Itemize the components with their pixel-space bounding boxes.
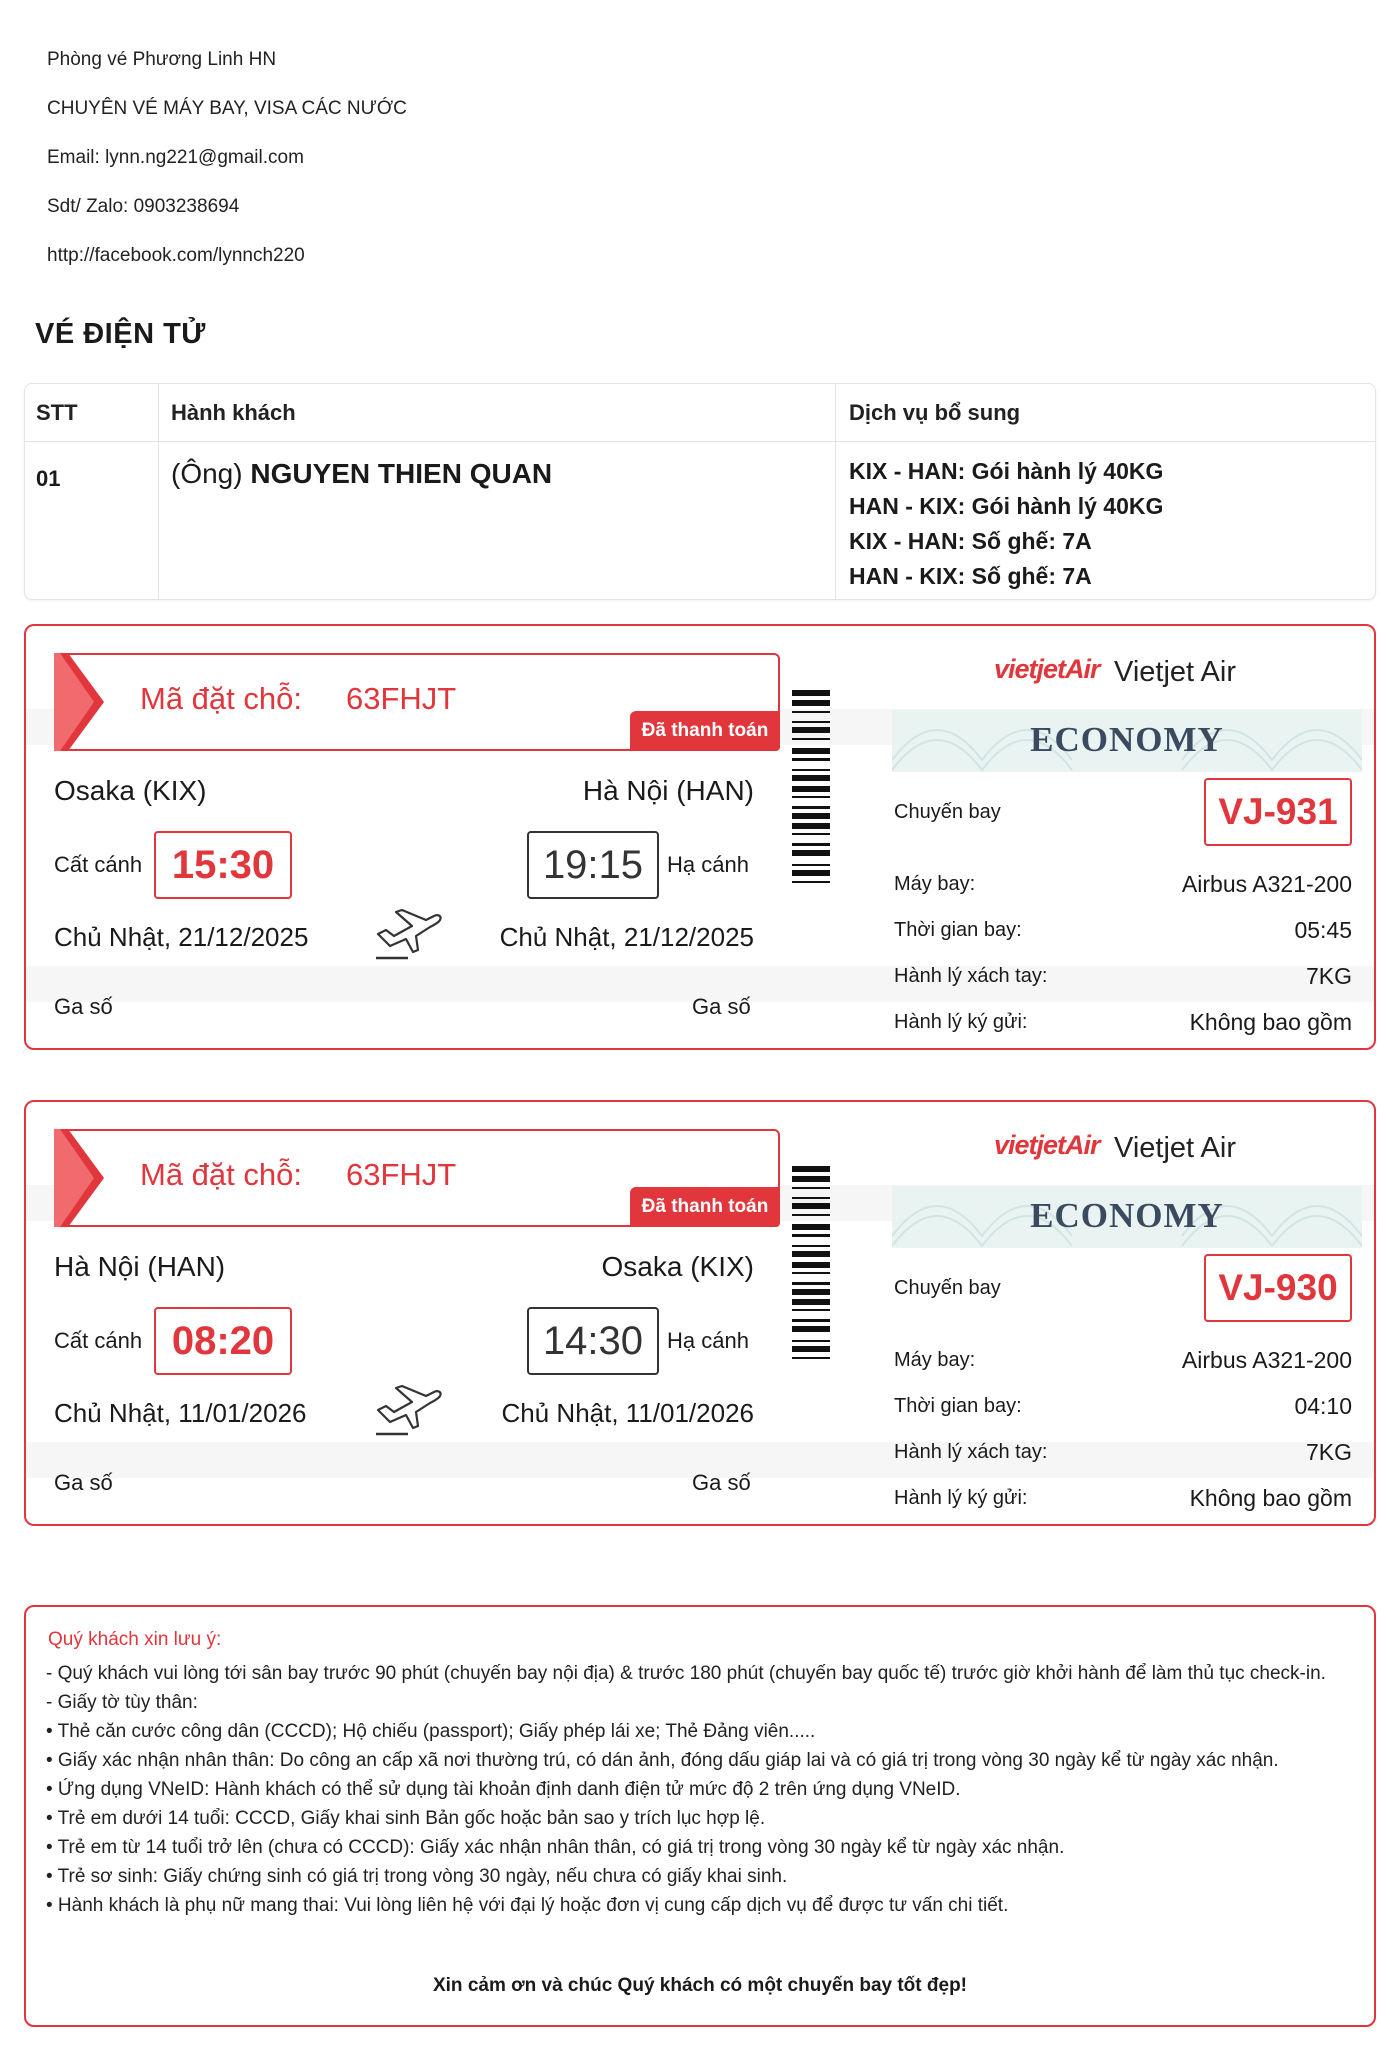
service-item: HAN - KIX: Gói hành lý 40KG [849,493,1164,519]
agency-email: Email: lynn.ng221@gmail.com [47,147,304,168]
cabin-class: ECONOMY [1030,720,1224,759]
barcode-bar [792,1214,830,1216]
detail-row-carry-on [894,965,1352,995]
barcode [792,690,830,980]
booking-code-label: Mã đặt chỗ: [140,1157,302,1192]
barcode-bar [792,870,830,876]
detail-value: Không bao gồm [1189,1485,1352,1511]
barcode-bar [792,1319,830,1322]
ticket-card-outbound [24,624,1376,1050]
agency-website: http://facebook.com/lynnch220 [47,245,305,266]
note-line: - Giấy tờ tùy thân: [46,1692,198,1713]
detail-label: Thời gian bay: [894,919,1022,941]
booking-code: 63FHJT [346,1157,457,1192]
destination-gate-label: Ga số [692,1470,751,1495]
departure-date: Chủ Nhật, 21/12/2025 [54,922,309,952]
note-line: • Hành khách là phụ nữ mang thai: Vui lòng liên hệ với đại lý hoặc đơn vị cung cấp dịch vụ để được tư vấn chi tiết. [46,1895,1009,1916]
passenger-title: (Ông) [171,458,243,489]
origin-city: Osaka (KIX) [54,775,207,806]
barcode-bar [792,1282,830,1285]
barcode-bar [792,721,830,723]
header-passenger: Hành khách [171,400,296,425]
barcode-bar [792,727,830,733]
departure-label: Cất cánh [54,852,143,877]
barcode-bar [792,1245,830,1247]
airline-logo: vietjetAir [994,654,1100,684]
thank-you-message: Xin cảm ơn và chúc Quý khách có một chuyến bay tốt đẹp! [432,1975,967,1996]
notes-title: Quý khách xin lưu ý: [48,1629,222,1650]
notes-panel [24,1605,1376,2027]
booking-code-box [54,1129,780,1227]
barcode [792,1166,830,1456]
barcode-bar [792,1299,830,1305]
arrival-date: Chủ Nhật, 21/12/2025 [499,922,754,952]
barcode-bar [792,690,830,696]
detail-value: Không bao gồm [1189,1009,1352,1035]
detail-value: 04:10 [1294,1393,1352,1419]
detail-value: Airbus A321-200 [1181,1347,1352,1373]
barcode-bar [792,1203,830,1209]
note-line: • Trẻ sơ sinh: Giấy chứng sinh có giá trị trong vòng 30 ngày, nếu chưa có giấy khai sinh. [46,1866,788,1887]
detail-value: 7KG [1305,963,1352,989]
detail-label: Hành lý ký gửi: [894,1011,1028,1033]
service-item: KIX - HAN: Gói hành lý 40KG [849,458,1164,484]
barcode-bar [792,738,830,740]
detail-row-checked-bag [894,1011,1352,1041]
services-list [849,454,1163,594]
cabin-class-band [892,710,1362,772]
header-services: Dịch vụ bổ sung [849,400,1021,425]
note-line: • Ứng dụng VNeID: Hành khách có thể sử dụng tài khoản định danh điện tử mức độ 2 trên ứng dụng VNeID. [46,1779,961,1800]
note-line: • Thẻ căn cước công dân (CCCD); Hộ chiếu (passport); Giấy phép lái xe; Thẻ Đảng viên..... [46,1721,816,1742]
cabin-class: ECONOMY [1030,1196,1224,1235]
detail-label: Máy bay: [894,1349,976,1371]
flight-label: Chuyến bay [894,1277,1001,1299]
flight-label: Chuyến bay [894,801,1001,823]
airplane-takeoff-icon [372,1382,442,1438]
detail-row-carry-on [894,1441,1352,1471]
barcode-bar [792,1346,830,1352]
arrival-label: Hạ cánh [667,852,749,877]
barcode-bar [792,833,830,835]
barcode-bar [792,1340,830,1342]
barcode-bar [792,769,830,771]
barcode-bar [792,1357,830,1359]
flight-number: VJ-930 [1204,1254,1352,1322]
airline-name: Vietjet Air [1114,656,1236,688]
detail-row-duration [894,1395,1352,1425]
column-divider [835,384,836,599]
airline-name: Vietjet Air [1114,1132,1236,1164]
agency-info [47,42,407,287]
barcode-bar [792,1176,830,1182]
notes-body [46,1659,1358,1920]
barcode-bar [792,796,830,798]
barcode-bar [792,748,830,754]
note-line: • Trẻ em dưới 14 tuổi: CCCD, Giấy khai sinh Bản gốc hoặc bản sao y trích lục hợp lệ. [46,1808,766,1829]
barcode-bar [792,1272,830,1274]
flight-number: VJ-931 [1204,778,1352,846]
barcode-bar [792,881,830,883]
booking-code-box [54,653,780,751]
barcode-bar [792,1187,830,1189]
origin-city: Hà Nội (HAN) [54,1251,226,1282]
barcode-bar [792,786,830,792]
detail-label: Thời gian bay: [894,1395,1022,1417]
payment-status-badge: Đã thanh toán [630,711,780,751]
detail-value: Airbus A321-200 [1181,871,1352,897]
barcode-bar [792,1234,830,1237]
chevron-right-icon [54,1129,110,1227]
cabin-class-band [892,1186,1362,1248]
page-title: VÉ ĐIỆN TỬ [35,318,206,350]
passenger-name [171,458,552,490]
barcode-bar [792,1166,830,1172]
barcode-bar [792,711,830,713]
barcode-bar [792,700,830,706]
note-line: • Giấy xác nhận nhân thân: Do công an cấp xã nơi thường trú, có dán ảnh, đóng dấu giáp lai và có giá trị trong vòng 30 ngày kể từ ngày xác nhận. [46,1750,1279,1771]
detail-row-duration [894,919,1352,949]
note-line: - Quý khách vui lòng tới sân bay trước 90 phút (chuyến bay nội địa) & trước 180 phút (chuyến bay quốc tế) trước giờ khởi hành để làm thủ tục check-in. [46,1663,1326,1684]
barcode-bar [792,758,830,761]
detail-row-aircraft [894,1349,1352,1379]
barcode-bar [792,823,830,829]
booking-code-label: Mã đặt chỗ: [140,681,302,716]
barcode-bar [792,864,830,866]
destination-gate-label: Ga số [692,994,751,1019]
payment-status-badge: Đã thanh toán [630,1187,780,1227]
column-divider [158,384,159,599]
departure-label: Cất cánh [54,1328,143,1353]
service-item: HAN - KIX: Số ghế: 7A [849,563,1092,589]
chevron-right-icon [54,653,110,751]
agency-tagline: CHUYÊN VÉ MÁY BAY, VISA CÁC NƯỚC [47,98,407,119]
barcode-bar [792,1262,830,1268]
detail-label: Hành lý xách tay: [894,1441,1048,1463]
barcode-bar [792,1326,830,1332]
booking-code: 63FHJT [346,681,457,716]
departure-time: 08:20 [154,1307,292,1375]
passenger-fullname: NGUYEN THIEN QUAN [250,458,553,489]
barcode-bar [792,775,830,781]
detail-value: 05:45 [1294,917,1352,943]
agency-phone: Sdt/ Zalo: 0903238694 [47,196,240,217]
detail-label: Máy bay: [894,873,976,895]
barcode-bar [792,1251,830,1257]
barcode-bar [792,843,830,846]
barcode-bar [792,1309,830,1311]
passenger-stt: 01 [36,466,61,491]
departure-date: Chủ Nhật, 11/01/2026 [54,1398,307,1428]
destination-city: Hà Nội (HAN) [582,775,754,806]
barcode-bar [792,813,830,819]
arrival-date: Chủ Nhật, 11/01/2026 [501,1398,754,1428]
arrival-time: 19:15 [527,831,659,899]
origin-gate-label: Ga số [54,994,113,1019]
detail-row-checked-bag [894,1487,1352,1517]
barcode-bar [792,1289,830,1295]
departure-time: 15:30 [154,831,292,899]
airline-logo: vietjetAir [994,1130,1100,1160]
detail-label: Hành lý xách tay: [894,965,1048,987]
destination-city: Osaka (KIX) [601,1251,754,1282]
detail-label: Hành lý ký gửi: [894,1487,1028,1509]
header-stt: STT [36,400,78,425]
service-item: KIX - HAN: Số ghế: 7A [849,528,1092,554]
arrival-label: Hạ cánh [667,1328,749,1353]
ticket-card-return [24,1100,1376,1526]
barcode-bar [792,850,830,856]
detail-value: 7KG [1305,1439,1352,1465]
airplane-takeoff-icon [372,906,442,962]
origin-gate-label: Ga số [54,1470,113,1495]
barcode-bar [792,806,830,809]
barcode-bar [792,1224,830,1230]
passenger-table [24,383,1376,600]
barcode-bar [792,1197,830,1199]
detail-row-aircraft [894,873,1352,903]
agency-name: Phòng vé Phương Linh HN [47,49,277,70]
arrival-time: 14:30 [527,1307,659,1375]
note-line: • Trẻ em từ 14 tuổi trở lên (chưa có CCCD): Giấy xác nhận nhân thân, có giá trị trong vòng 30 ngày kể từ ngày xác nhận. [46,1837,1065,1858]
